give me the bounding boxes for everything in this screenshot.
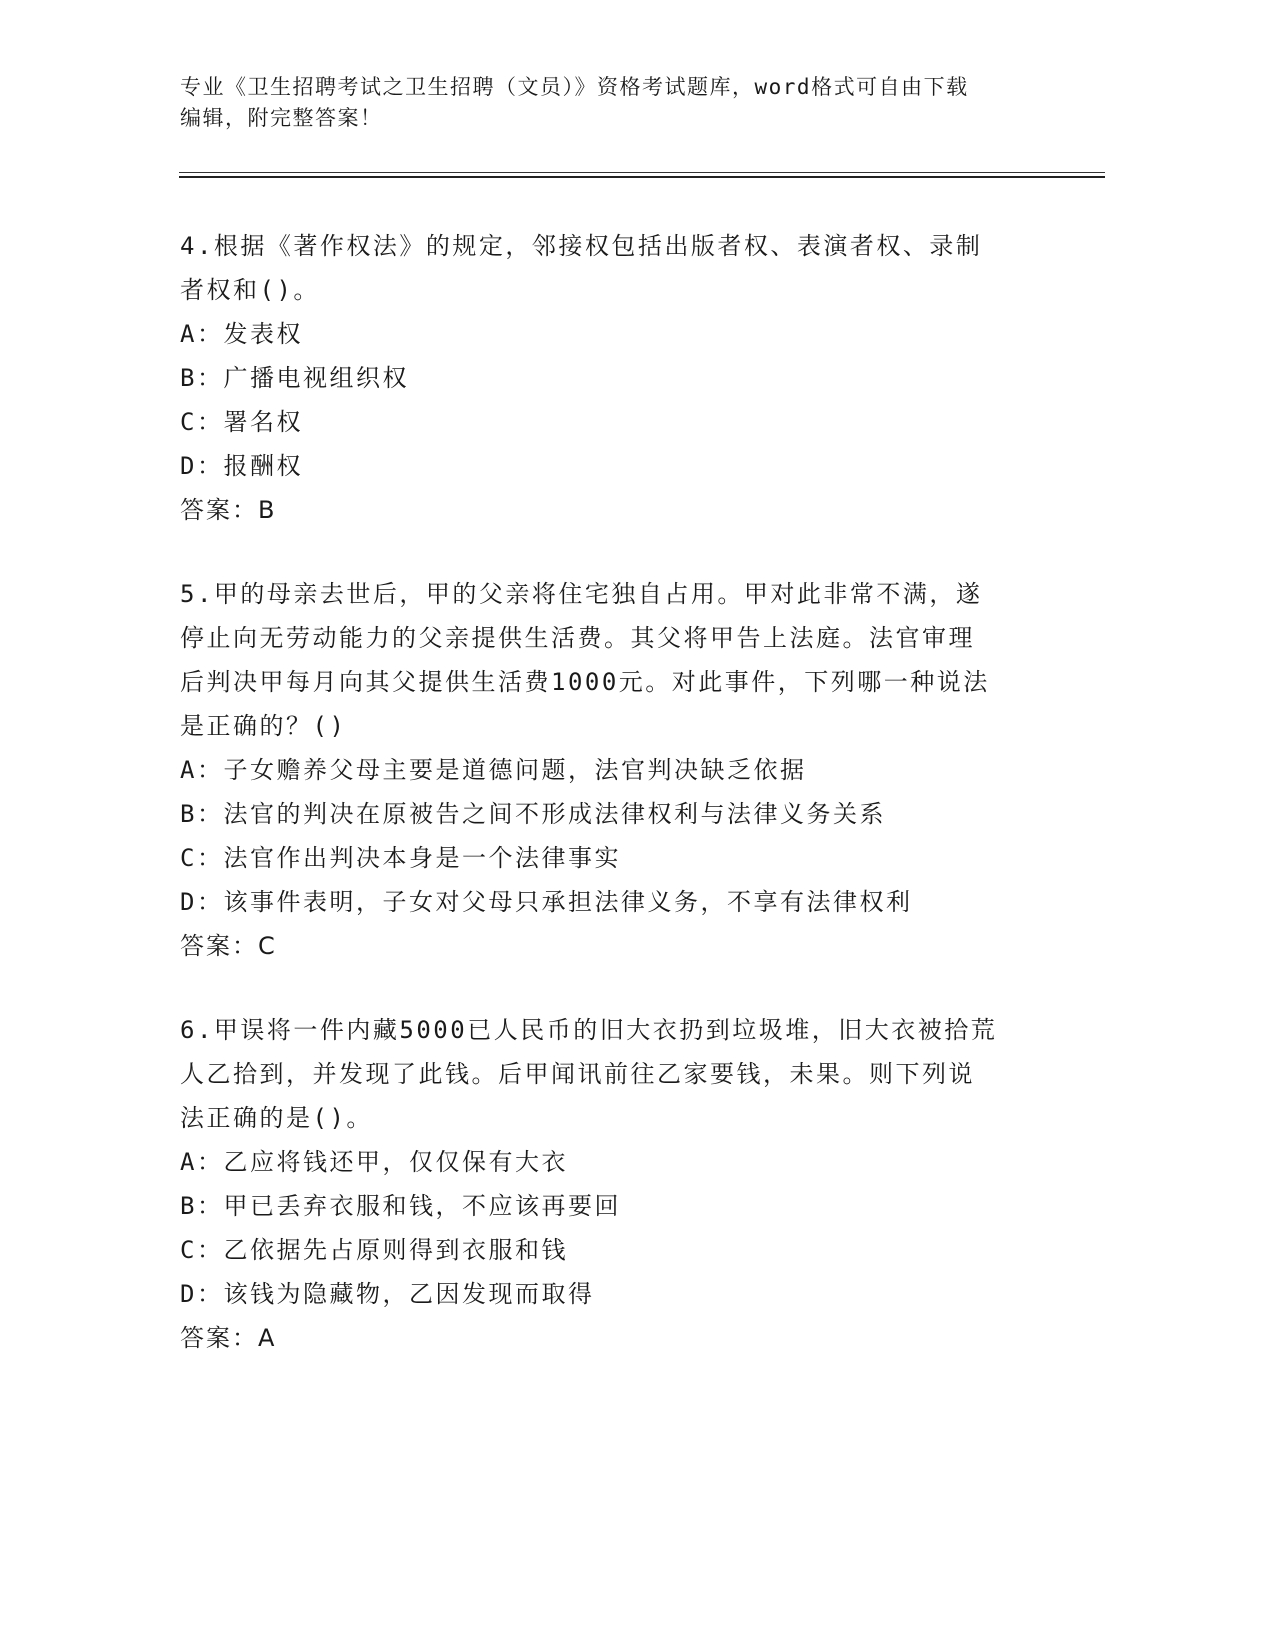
question-stem-line: 6.甲误将一件内藏5000已人民币的旧大衣扔到垃圾堆，旧大衣被拾荒 [180,1016,998,1044]
question-stem-line: 人乙拾到，并发现了此钱。后甲闻讯前往乙家要钱，未果。则下列说 [180,1060,975,1088]
question-stem-line: 后判决甲每月向其父提供生活费1000元。对此事件，下列哪一种说法 [180,668,990,696]
option-d: D：该钱为隐藏物，乙因发现而取得 [180,1280,595,1308]
option-c: C：署名权 [180,408,303,436]
option-c: C：乙依据先占原则得到衣服和钱 [180,1236,568,1264]
option-c: C：法官作出判决本身是一个法律事实 [180,844,621,872]
option-a: A：发表权 [180,320,303,348]
question-stem-line: 停止向无劳动能力的父亲提供生活费。其父将甲告上法庭。法官审理 [180,624,975,652]
answer-line: 答案：C [180,932,277,960]
header-line: 编辑，附完整答案！ [180,106,383,130]
option-b: B：甲已丢弃衣服和钱，不应该再要回 [180,1192,621,1220]
option-a: A：子女赡养父母主要是道德问题，法官判决缺乏依据 [180,756,807,784]
question-block [180,224,1060,532]
answer-line: 答案：B [180,496,277,524]
question-stem-line: 5.甲的母亲去世后，甲的父亲将住宅独自占用。甲对此非常不满，遂 [180,580,983,608]
question-stem-line: 法正确的是()。 [180,1104,373,1132]
question-block [180,1008,1060,1360]
question-stem-line: 者权和()。 [180,276,320,304]
option-b: B：广播电视组织权 [180,364,409,392]
question-stem-line: 4.根据《著作权法》的规定，邻接权包括出版者权、表演者权、录制 [180,232,983,260]
option-d: D：报酬权 [180,452,303,480]
option-b: B：法官的判决在原被告之间不形成法律权利与法律义务关系 [180,800,886,828]
option-d: D：该事件表明，子女对父母只承担法律义务，不享有法律权利 [180,888,913,916]
option-a: A：乙应将钱还甲，仅仅保有大衣 [180,1148,568,1176]
header-divider [179,176,1105,178]
header-line: 专业《卫生招聘考试之卫生招聘（文员）》资格考试题库，word格式可自由下载 [180,75,969,99]
header-divider [179,172,1105,173]
question-block [180,572,1060,968]
document-header [180,72,1060,134]
question-stem-line: 是正确的？() [180,712,347,740]
answer-line: 答案：A [180,1324,277,1352]
